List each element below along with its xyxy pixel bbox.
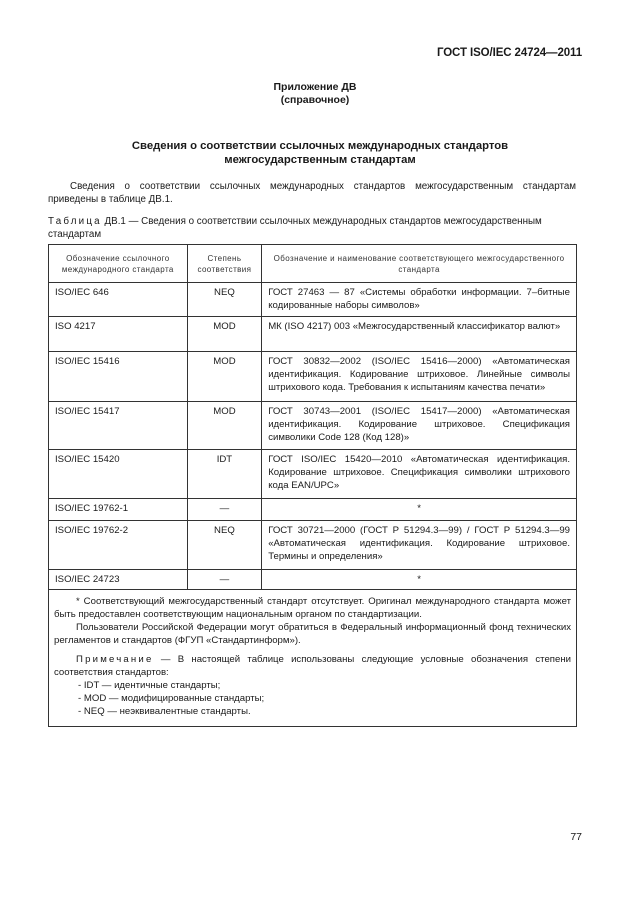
cell-name: МК (ISO 4217) 003 «Межгосударственный классификатор валют» [262, 317, 577, 352]
cell-degree: IDT [187, 450, 262, 499]
cell-name: * [262, 570, 577, 590]
cell-degree: NEQ [187, 521, 262, 570]
cell-ref: ISO/IEC 19762-1 [49, 499, 188, 521]
cell-ref: ISO 4217 [49, 317, 188, 352]
cell-name: * [262, 499, 577, 521]
note-paragraph [54, 653, 571, 679]
header-degree: Степень соответствия [187, 245, 262, 283]
appendix-title: Приложение ДВ [273, 81, 357, 93]
cell-degree: MOD [187, 352, 262, 402]
section-title-line-2: межгосударственным стандартам [224, 154, 416, 166]
cell-degree: NEQ [187, 283, 262, 317]
section-title-line-1: Сведения о соответствии ссылочных международных стандартов [131, 140, 509, 152]
table-row [49, 499, 577, 521]
table-row [49, 450, 577, 499]
note-label: Примечание [76, 654, 154, 665]
cell-name: ГОСТ 30832—2002 (ISO/IEC 15416—2000) «Автоматическая идентификация. Кодирование штриховое. Линейные символы штрихового кода. Требования к испытаниям качества печати» [262, 352, 577, 402]
document-header: ГОСТ ISO/IEC 24724—2011 [436, 47, 582, 59]
appendix-heading [0, 81, 630, 107]
cell-ref: ISO/IEC 19762-2 [49, 521, 188, 570]
correspondence-table [48, 244, 577, 727]
note-text: — В настоящей таблице использованы следующие условные обозначения степени соответствия стандартов: [54, 654, 571, 678]
section-title [60, 139, 580, 167]
cell-ref: ISO/IEC 646 [49, 283, 188, 317]
cell-name: ГОСТ 30743—2001 (ISO/IEC 15417—2000) «Автоматическая идентификация. Кодирование штриховое. Спецификация символики Code 128 (Код 128)» [262, 402, 577, 450]
legend-item: - NEQ — неэквивалентные стандарты. [78, 706, 251, 717]
cell-degree: — [187, 570, 262, 590]
header-interstate-standard: Обозначение и наименование соответствующего межгосударственного стандарта [262, 245, 577, 283]
header-ref-standard: Обозначение ссылочного международного стандарта [49, 245, 188, 283]
table-caption-text: ДВ.1 — Сведения о соответствии ссылочных международных стандартов межгосударственным стандартам [48, 216, 542, 240]
table-notes [49, 590, 577, 727]
cell-ref: ISO/IEC 15420 [49, 450, 188, 499]
table-caption [48, 215, 580, 241]
legend-item: - IDT — идентичные стандарты; [78, 680, 221, 691]
cell-ref: ISO/IEC 15417 [49, 402, 188, 450]
footnote: * Соответствующий межгосударственный стандарт отсутствует. Оригинал международного стандарта может быть предоставлен соответствующим национальным органом по стандартизации. [54, 596, 571, 620]
table-row [49, 283, 577, 317]
table-row [49, 352, 577, 402]
cell-degree: MOD [187, 317, 262, 352]
cell-degree: MOD [187, 402, 262, 450]
table-caption-label: Таблица [48, 216, 102, 227]
table-row [49, 570, 577, 590]
legend-item: - MOD — модифицированные стандарты; [78, 693, 265, 704]
footnote-users: Пользователи Российской Федерации могут обратиться в Федеральный информационный фонд технических регламентов и стандартов (ФГУП «Стандартинформ»). [54, 622, 571, 646]
cell-degree: — [187, 499, 262, 521]
cell-name: ГОСТ 30721—2000 (ГОСТ Р 51294.3—99) / ГОСТ Р 51294.3—99 «Автоматическая идентификация. Кодирование штриховое. Термины и определения» [262, 521, 577, 570]
table-row [49, 317, 577, 352]
cell-name: ГОСТ 27463 — 87 «Системы обработки информации. 7–битные кодированные наборы символов» [262, 283, 577, 317]
cell-name: ГОСТ ISO/IEC 15420—2010 «Автоматическая идентификация. Кодирование штриховое. Спецификация символики штрихового кода EAN/UPC» [262, 450, 577, 499]
page-number: 77 [570, 831, 582, 843]
intro-paragraph: Сведения о соответствии ссылочных международных стандартов межгосударственным стандартам приведены в таблице ДВ.1. [48, 181, 576, 205]
table-row [49, 402, 577, 450]
table-notes-row [49, 590, 577, 727]
cell-ref: ISO/IEC 15416 [49, 352, 188, 402]
table-row [49, 521, 577, 570]
table-header-row [49, 245, 577, 283]
cell-ref: ISO/IEC 24723 [49, 570, 188, 590]
appendix-subtitle: (справочное) [280, 94, 350, 106]
